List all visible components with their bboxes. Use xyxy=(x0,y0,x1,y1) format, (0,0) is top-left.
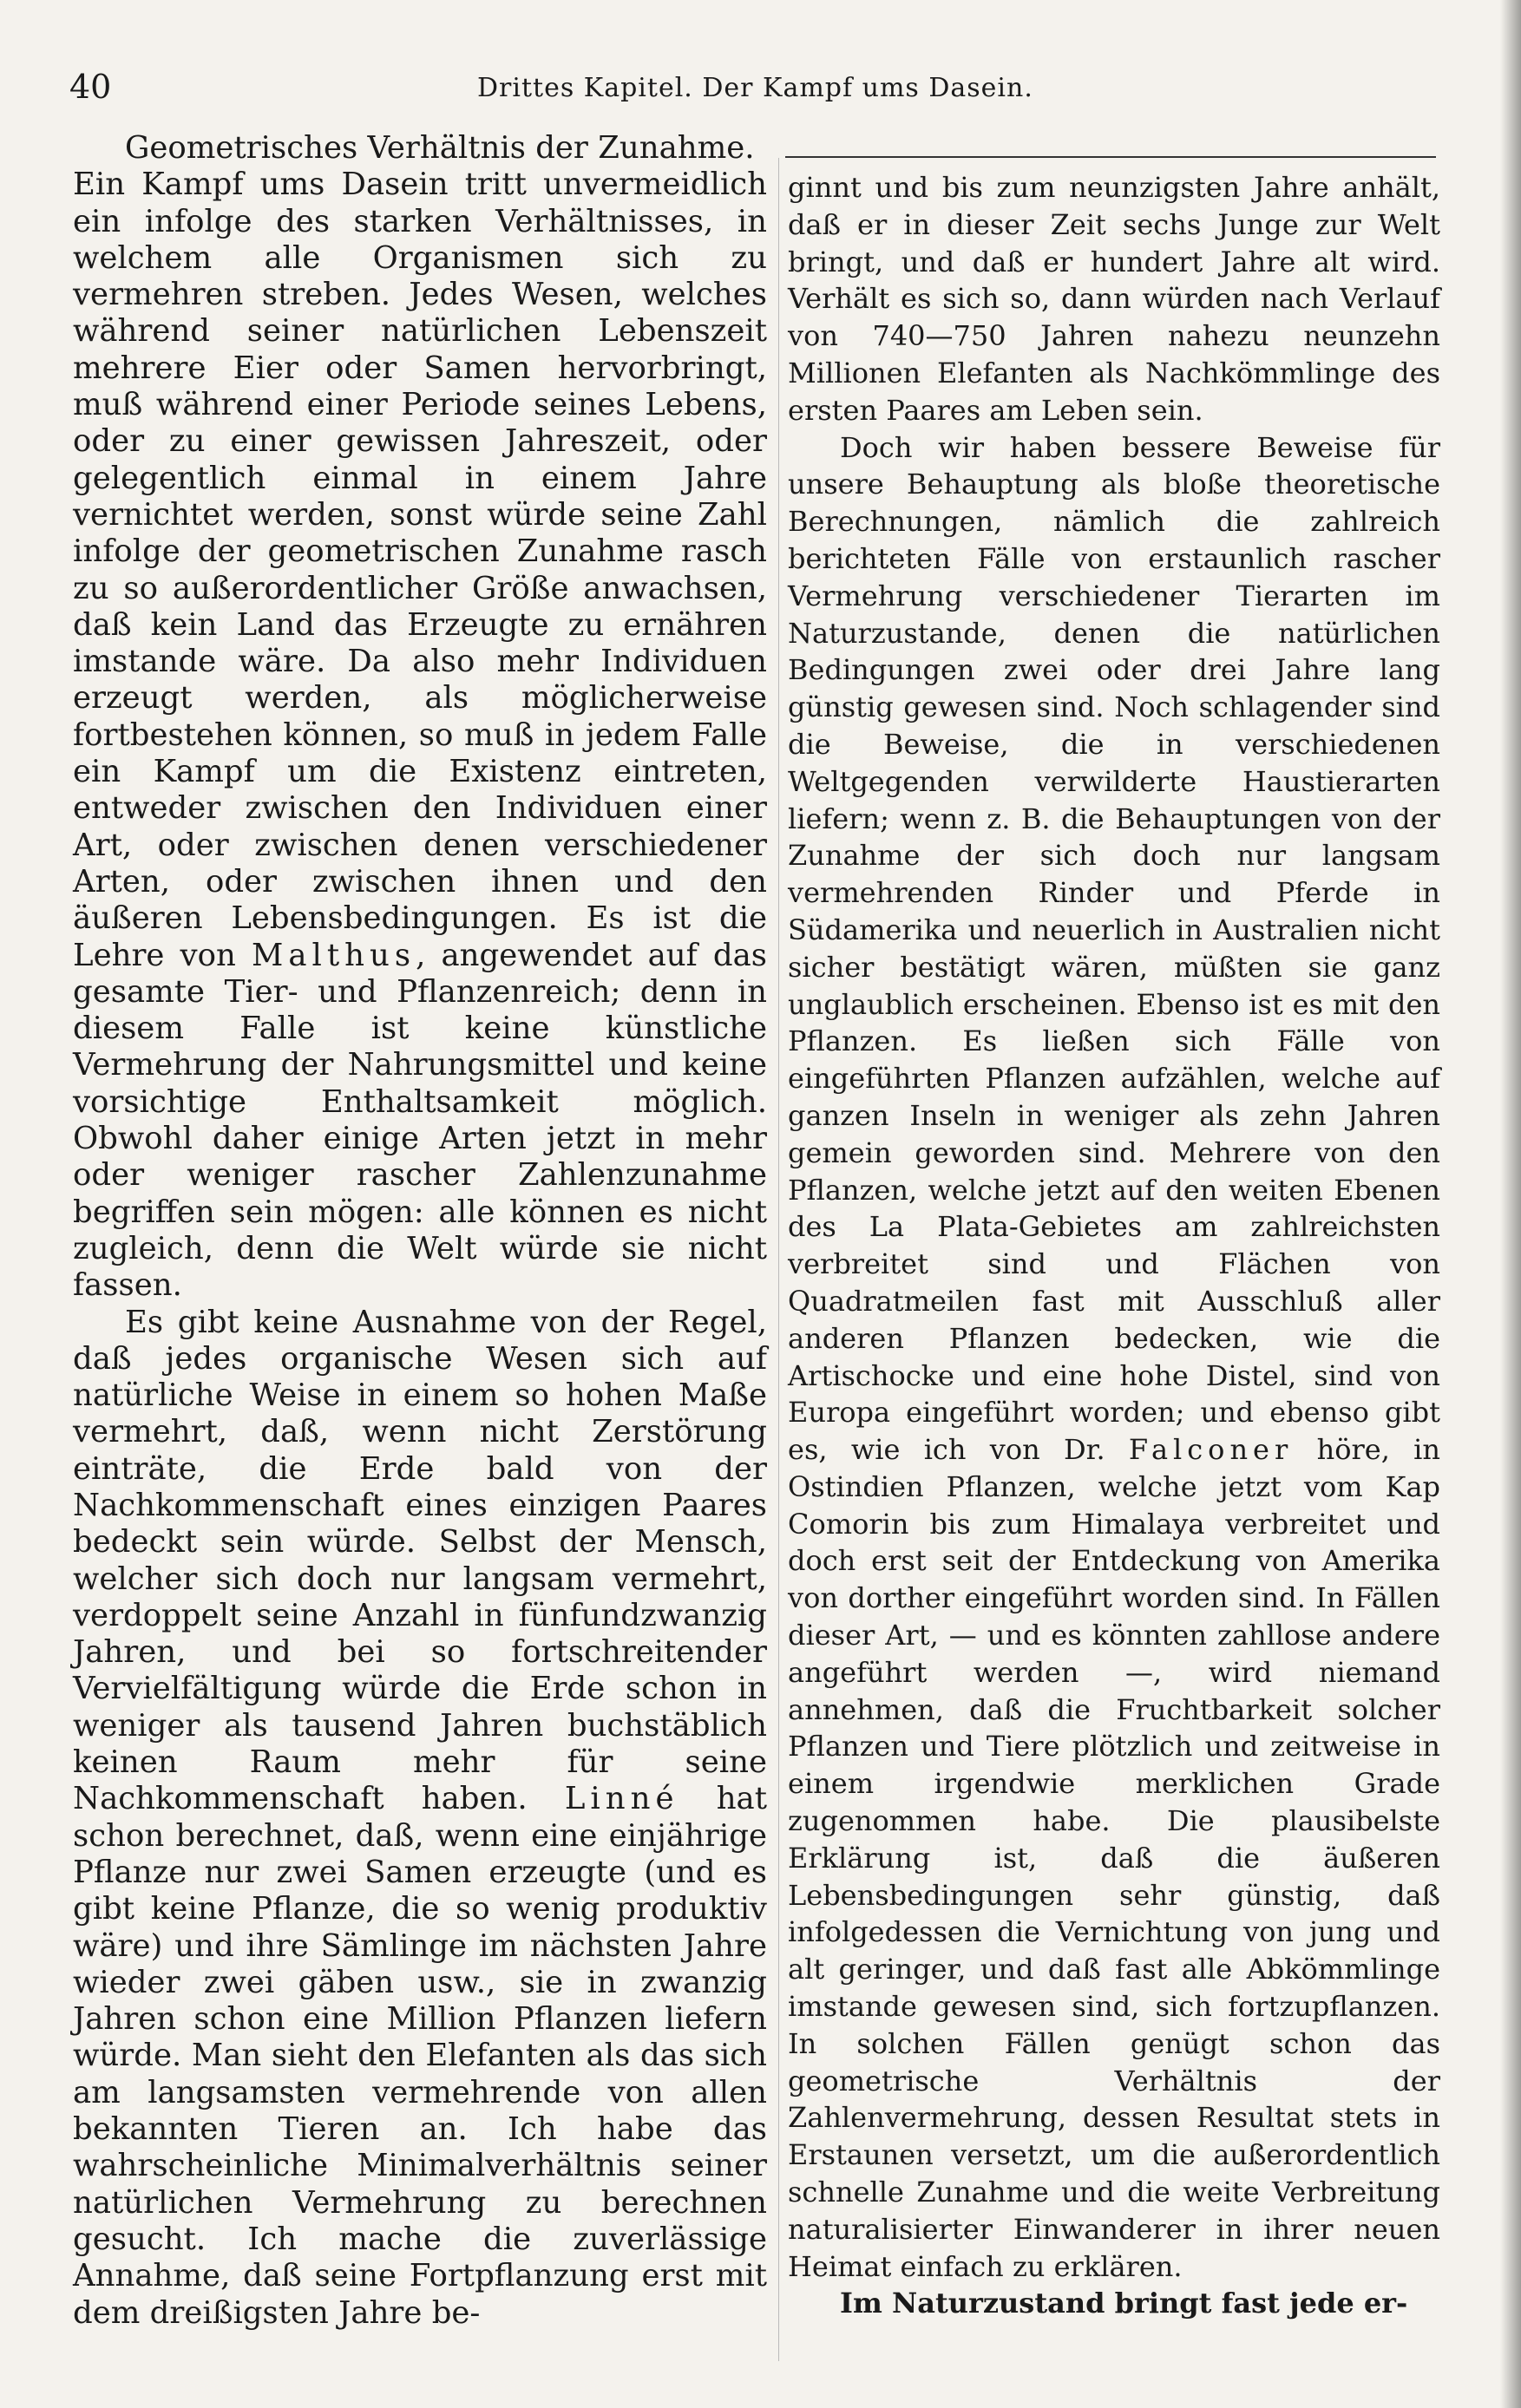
right-column xyxy=(788,169,1440,2322)
paragraph-1-rest: , angewendet auf das gesamte Tier- und Pflanzenreich; denn in diesem Falle ist keine künstliche Vermehrung der Nahrungsmittel und keine vorsichtige Enthaltsamkeit möglich. Obwohl daher einige Arten jetzt in mehr oder weniger rascher Zahlenzunahme begriffen sein mögen: alle können es nicht zugleich, denn die Welt würde sie nicht fassen. xyxy=(73,937,767,1304)
running-head: Drittes Kapitel. Der Kampf ums Dasein. xyxy=(477,73,1033,103)
header-rule xyxy=(785,156,1436,158)
right-paragraph-3: Im Naturzustand bringt fast jede er- xyxy=(840,2287,1408,2320)
author-name-falconer: Falconer xyxy=(1128,1433,1294,1467)
right-paragraph-1: ginnt und bis zum neunzigsten Jahre anhält, daß er in dieser Zeit sechs Junge zur Welt bringt, und daß er hundert Jahre alt wird. Verhält es sich so, dann würden nach Verlauf von 740—750 Jahren nahezu neunzehn Millionen Elefanten als Nachkömmlinge des ersten Paares am Leben sein. xyxy=(788,171,1440,427)
page-header xyxy=(69,68,1093,120)
right-paragraph-2-text: Doch wir haben bessere Beweise für unsere Behauptung als bloße theoretische Berechnungen, nämlich die zahlreich berichteten Fälle von erstaunlich rascher Vermehrung verschiedener Tierarten im Naturzustande, denen die natürlichen Bedingungen zwei oder drei Jahre lang günstig gewesen sind. Noch schlagender sind die Beweise, die in verschiedenen Weltgegenden verwilderte Haustierarten liefern; wenn z. B. die Behauptungen von der Zunahme der sich doch nur langsam vermehrenden Rinder und Pferde in Südamerika und neuerlich in Australien nicht sicher bestätigt wären, müßten sie ganz unglaublich erscheinen. Ebenso ist es mit den Pflanzen. Es ließen sich Fälle von eingeführten Pflanzen aufzählen, welche auf ganzen Inseln in weniger als zehn Jahren gemein geworden sind. Mehrere von den Pflanzen, welche jetzt auf den weiten Ebenen des La Plata-Gebietes am zahlreichsten verbreitet sind und Flächen von Quadratmeilen fast mit Ausschluß aller anderen Pflanzen bedecken, wie die Artischocke und eine hohe Distel, sind von Europa eingeführt worden; und ebenso gibt es, wie ich von Dr. xyxy=(788,430,1440,1467)
paragraph-2-rest: hat schon berechnet, daß, wenn eine einjährige Pflanze nur zwei Samen erzeugte (und es gibt keine Pflanze, die so wenig produktiv wäre) und ihre Sämlinge im nächsten Jahre wieder zwei gäben usw., sie in zwanzig Jahren schon eine Million Pflanzen liefern würde. Man sieht den Elefanten als das sich am langsamsten vermehrende von allen bekannten Tieren an. Ich habe das wahrscheinliche Minimalverhältnis seiner natürlichen Vermehrung zu berechnen gesucht. Ich mache die zuverlässige Annahme, daß seine Fortpflanzung erst mit dem dreißigsten Jahre be- xyxy=(73,1781,767,2331)
paragraph-1-text: Ein Kampf ums Dasein tritt unvermeidlich ein infolge des starken Verhältnisses, in welchem alle Organismen sich zu vermehren streben. Jedes Wesen, welches während seiner natürlichen Lebenszeit mehrere Eier oder Samen hervorbringt, muß während einer Periode seines Lebens, oder zu einer gewissen Jahreszeit, oder gelegentlich einmal in einem Jahre vernichtet werden, sonst würde seine Zahl infolge der geometrischen Zunahme rasch zu so außerordentlicher Größe anwachsen, daß kein Land das Erzeugte zu ernähren imstande wäre. Da also mehr Individuen erzeugt werden, als möglicherweise fortbestehen können, so muß in jedem Falle ein Kampf um die Existenz eintreten, entweder zwischen den Individuen einer Art, oder zwischen denen verschiedener Arten, oder zwischen ihnen und den äußeren Lebensbedingungen. Es ist die Lehre von xyxy=(73,167,767,973)
author-name-malthus: Malthus xyxy=(251,937,416,973)
section-heading: Geometrisches Verhältnis der Zunahme. xyxy=(125,130,755,166)
author-name-linne: Linné xyxy=(564,1781,679,1817)
page-number: 40 xyxy=(69,68,112,106)
right-paragraph-2 xyxy=(788,429,1440,2286)
paragraph-2-text: Es gibt keine Ausnahme von der Regel, daß jedes organische Wesen sich auf natürliche Weise in einem so hohen Maße vermehrt, daß, wenn nicht Zerstörung einträte, die Erde bald von der Nachkommenschaft eines einzigen Paares bedeckt sein würde. Selbst der Mensch, welcher sich doch nur langsam vermehrt, verdoppelt seine Anzahl in fünfundzwanzig Jahren, und bei so fortschreitender Vervielfältigung würde die Erde schon in weniger als tausend Jahren buchstäblich keinen Raum mehr für seine Nachkommenschaft haben. xyxy=(73,1304,767,1817)
left-column xyxy=(73,130,767,2332)
paragraph-2 xyxy=(73,1305,767,2332)
right-paragraph-2-rest: höre, in Ostindien Pflanzen, welche jetzt vom Kap Comorin bis zum Himalaya verbreitet und doch erst seit der Entdeckung von Amerika von dorther eingeführt worden sind. In Fällen dieser Art, — und es könnten zahllose andere angeführt werden —, wird niemand annehmen, daß die Fruchtbarkeit solcher Pflanzen und Tiere plötzlich und zeitweise in einem irgendwie merklichen Grade zugenommen habe. Die plausibelste Erklärung ist, daß die äußeren Lebensbedingungen sehr günstig, daß infolgedessen die Vernichtung von jung und alt geringer, und daß fast alle Abkömmlinge imstande gewesen sind, sich fortzupflanzen. In solchen Fällen genügt schon das geometrische Verhältnis der Zahlenvermehrung, dessen Resultat stets in Erstaunen versetzt, um die außerordentlich schnelle Zunahme und die weite Verbreitung naturalisierter Einwanderer in ihrer neuen Heimat einfach zu erklären. xyxy=(788,1433,1440,2283)
paragraph-1 xyxy=(73,167,767,1304)
column-divider xyxy=(778,158,779,2361)
page-edge-shadow xyxy=(1500,0,1521,2408)
